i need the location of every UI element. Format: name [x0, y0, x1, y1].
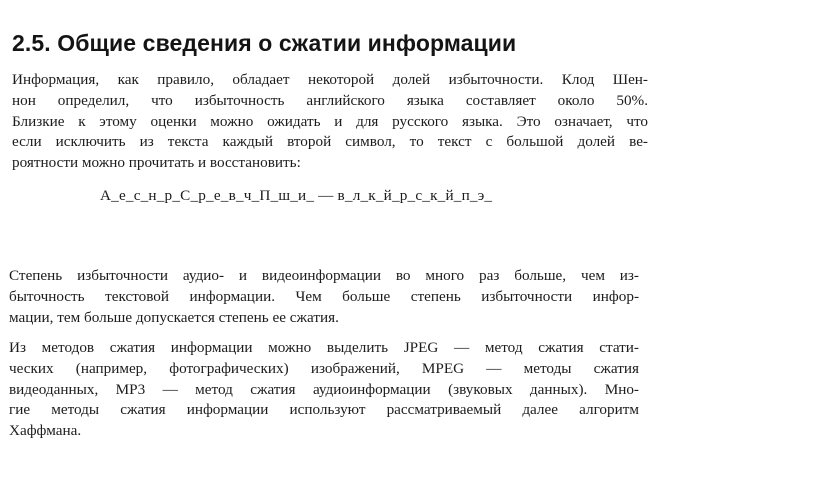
paragraph-line: быточность текстовой информации. Чем больше степень избыточности инфор- — [9, 287, 639, 305]
paragraph-line: Информация, как правило, обладает некоторой долей избыточности. Клод Шен- — [12, 71, 648, 88]
paragraph-line: если исключить из текста каждый второй символ, то текст с большой долей ве- — [12, 133, 648, 151]
paragraph-line: нон определил, что избыточность английского языка составляет около 50%. — [12, 91, 648, 109]
paragraph-line: ческих (например, фотографических) изображений, MPEG — методы сжатия — [9, 359, 639, 377]
paragraph-line: роятности можно прочитать и восстановить: — [12, 154, 301, 172]
paragraph-redundancy — [12, 70, 648, 174]
paragraph-line: мации, тем больше допускается степень ее сжатия. — [9, 308, 339, 326]
paragraph-line: гие методы сжатия информации используют рассматриваемый далее алгоритм — [9, 401, 639, 419]
paragraph-line: Степень избыточности аудио- и видеоинформации во много раз больше, чем из- — [9, 267, 639, 284]
paragraph-line: Хаффмана. — [9, 422, 82, 440]
section-heading: 2.5. Общие сведения о сжатии информации — [12, 30, 517, 56]
example-skipped-letters: А_е_с_н_р_С_р_е_в_ч_П_ш_и_ — в_л_к_й_р_с_к_й_п_э_ — [100, 187, 493, 204]
paragraph-line: Из методов сжатия информации можно выделить JPEG — метод сжатия стати- — [9, 339, 639, 356]
paragraph-line: видеоданных, MP3 — метод сжатия аудиоинформации (звуковых данных). Мно- — [9, 380, 639, 398]
paragraph-media-redundancy — [9, 266, 639, 328]
paragraph-compression-methods — [9, 338, 639, 442]
paragraph-line: Близкие к этому оценки можно ожидать и для русского языка. Это означает, что — [12, 112, 648, 130]
